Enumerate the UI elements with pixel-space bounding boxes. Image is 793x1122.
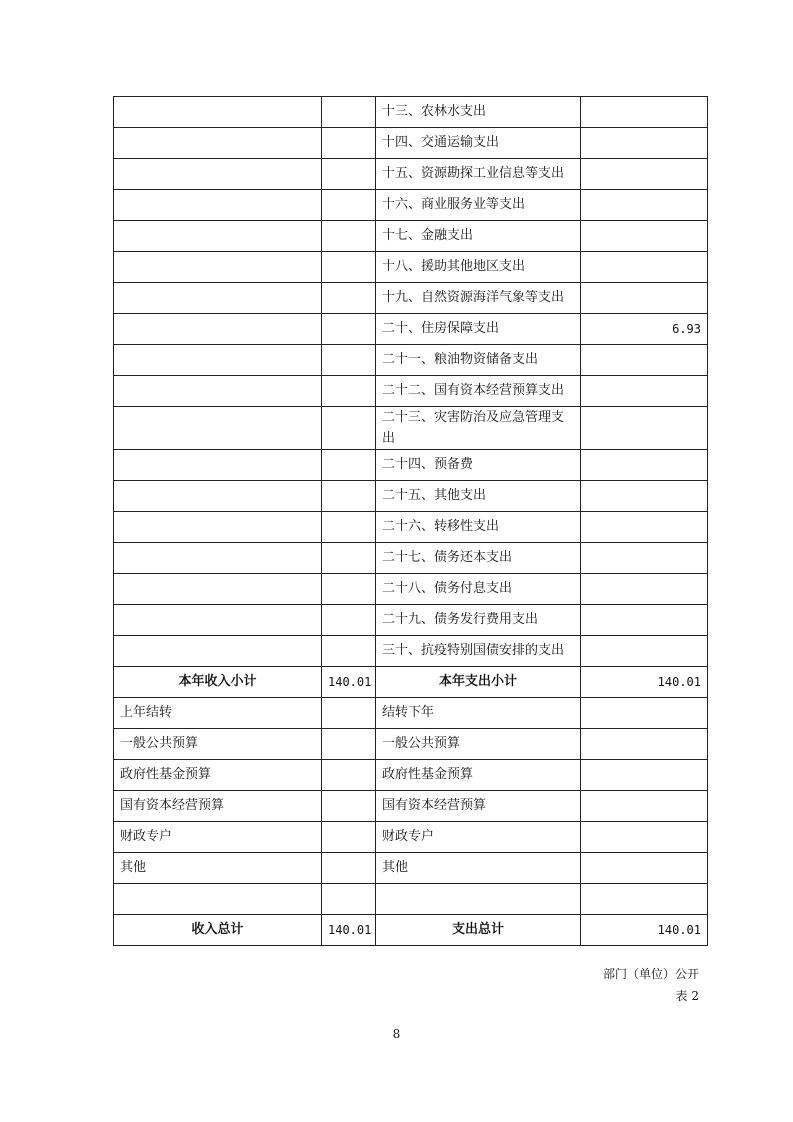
table-row xyxy=(114,345,708,376)
expense-item-value xyxy=(581,574,708,605)
expense-item-value xyxy=(581,159,708,190)
expense-item-value xyxy=(581,345,708,376)
page-number: 8 xyxy=(392,1027,401,1041)
income-value-cell xyxy=(322,97,376,128)
income-value-cell xyxy=(322,481,376,512)
income-item-cell xyxy=(114,605,322,636)
income-item-cell xyxy=(114,128,322,159)
table-row xyxy=(114,605,708,636)
income-item-cell xyxy=(114,543,322,574)
income-carry-item: 一般公共预算 xyxy=(114,729,322,760)
table-row xyxy=(114,190,708,221)
expense-item-value xyxy=(581,407,708,450)
income-item-cell xyxy=(114,481,322,512)
income-value-cell xyxy=(322,283,376,314)
income-value-cell xyxy=(322,128,376,159)
expense-carry-item: 一般公共预算 xyxy=(376,729,581,760)
income-value-cell xyxy=(322,314,376,345)
table-row xyxy=(114,252,708,283)
expense-item-label: 二十一、粮油物资储备支出 xyxy=(376,345,581,376)
income-carry-item: 财政专户 xyxy=(114,822,322,853)
expense-item-value xyxy=(581,252,708,283)
budget-table-body xyxy=(114,97,708,946)
expense-item-label: 二十、住房保障支出 xyxy=(376,314,581,345)
expense-item-label: 十八、援助其他地区支出 xyxy=(376,252,581,283)
expense-total-value: 140.01 xyxy=(581,915,708,946)
income-item-cell xyxy=(114,221,322,252)
table-row xyxy=(114,574,708,605)
table-row xyxy=(114,376,708,407)
expense-item-label: 二十二、国有资本经营预算支出 xyxy=(376,376,581,407)
expense-item-value: 6.93 xyxy=(581,314,708,345)
expense-carry-item-value xyxy=(581,760,708,791)
blank-cell xyxy=(322,884,376,915)
income-value-cell xyxy=(322,407,376,450)
income-carry-item: 国有资本经营预算 xyxy=(114,791,322,822)
expense-item-label: 二十三、灾害防治及应急管理支出 xyxy=(376,407,581,450)
table-row xyxy=(114,543,708,574)
table-row xyxy=(114,512,708,543)
income-total-label: 收入总计 xyxy=(114,915,322,946)
table-row xyxy=(114,159,708,190)
expense-item-label: 二十四、预备费 xyxy=(376,450,581,481)
income-item-cell xyxy=(114,574,322,605)
income-value-cell xyxy=(322,190,376,221)
income-value-cell xyxy=(322,543,376,574)
income-subtotal-value: 140.01 xyxy=(322,667,376,698)
income-item-cell xyxy=(114,345,322,376)
expense-carry-item: 政府性基金预算 xyxy=(376,760,581,791)
income-item-cell xyxy=(114,407,322,450)
expense-item-label: 二十七、债务还本支出 xyxy=(376,543,581,574)
income-carry-item-value xyxy=(322,729,376,760)
income-subtotal-label: 本年收入小计 xyxy=(114,667,322,698)
expense-carry-item-value xyxy=(581,853,708,884)
expense-item-value xyxy=(581,543,708,574)
table-row xyxy=(114,636,708,667)
expense-item-label: 二十六、转移性支出 xyxy=(376,512,581,543)
income-item-cell xyxy=(114,97,322,128)
table-row xyxy=(114,128,708,159)
table-row xyxy=(114,791,708,822)
income-value-cell xyxy=(322,252,376,283)
income-total-value: 140.01 xyxy=(322,915,376,946)
table-row xyxy=(114,729,708,760)
expense-carry-label: 结转下年 xyxy=(376,698,581,729)
table-row xyxy=(114,314,708,345)
table-row xyxy=(114,283,708,314)
income-item-cell xyxy=(114,376,322,407)
expense-subtotal-label: 本年支出小计 xyxy=(376,667,581,698)
income-carry-item-value xyxy=(322,791,376,822)
income-value-cell xyxy=(322,636,376,667)
expense-item-value xyxy=(581,481,708,512)
income-value-cell xyxy=(322,512,376,543)
table-row xyxy=(114,407,708,450)
carry-header-row xyxy=(114,698,708,729)
expense-item-value xyxy=(581,450,708,481)
table-row xyxy=(114,221,708,252)
income-item-cell xyxy=(114,512,322,543)
expense-carry-item-value xyxy=(581,791,708,822)
expense-item-value xyxy=(581,221,708,252)
expense-item-label: 二十五、其他支出 xyxy=(376,481,581,512)
expense-total-label: 支出总计 xyxy=(376,915,581,946)
expense-carry-item-value xyxy=(581,729,708,760)
income-item-cell xyxy=(114,159,322,190)
expense-item-value xyxy=(581,97,708,128)
income-carry-item-value xyxy=(322,760,376,791)
income-item-cell xyxy=(114,283,322,314)
income-item-cell xyxy=(114,252,322,283)
income-value-cell xyxy=(322,574,376,605)
income-value-cell xyxy=(322,221,376,252)
total-row xyxy=(114,915,708,946)
expense-item-label: 三十、抗疫特别国债安排的支出 xyxy=(376,636,581,667)
expense-item-value xyxy=(581,605,708,636)
income-item-cell xyxy=(114,314,322,345)
income-item-cell xyxy=(114,190,322,221)
expense-item-value xyxy=(581,376,708,407)
income-carry-label: 上年结转 xyxy=(114,698,322,729)
income-value-cell xyxy=(322,345,376,376)
table-row xyxy=(114,853,708,884)
expense-item-value xyxy=(581,190,708,221)
expense-item-label: 十三、农林水支出 xyxy=(376,97,581,128)
subtotal-row xyxy=(114,667,708,698)
expense-subtotal-value: 140.01 xyxy=(581,667,708,698)
table-number: 表 2 xyxy=(675,989,699,1003)
expense-item-label: 二十九、债务发行费用支出 xyxy=(376,605,581,636)
expense-item-label: 十九、自然资源海洋气象等支出 xyxy=(376,283,581,314)
expense-carry-item: 国有资本经营预算 xyxy=(376,791,581,822)
income-carry-item: 政府性基金预算 xyxy=(114,760,322,791)
expense-carry-item: 财政专户 xyxy=(376,822,581,853)
income-item-cell xyxy=(114,636,322,667)
blank-row xyxy=(114,884,708,915)
income-value-cell xyxy=(322,159,376,190)
table-row xyxy=(114,481,708,512)
expense-item-label: 二十八、债务付息支出 xyxy=(376,574,581,605)
expense-item-label: 十六、商业服务业等支出 xyxy=(376,190,581,221)
expense-item-label: 十五、资源勘探工业信息等支出 xyxy=(376,159,581,190)
table-row xyxy=(114,450,708,481)
income-value-cell xyxy=(322,450,376,481)
expense-item-label: 十四、交通运输支出 xyxy=(376,128,581,159)
expense-item-label: 十七、金融支出 xyxy=(376,221,581,252)
blank-cell xyxy=(376,884,581,915)
income-carry-item-value xyxy=(322,853,376,884)
expense-carry-item: 其他 xyxy=(376,853,581,884)
expense-item-value xyxy=(581,283,708,314)
disclosure-note: 部门（单位）公开 xyxy=(602,967,699,981)
expense-item-value xyxy=(581,128,708,159)
income-item-cell xyxy=(114,450,322,481)
blank-cell xyxy=(581,884,708,915)
table-row xyxy=(114,760,708,791)
income-carry-item-value xyxy=(322,822,376,853)
income-carry-item: 其他 xyxy=(114,853,322,884)
expense-item-value xyxy=(581,512,708,543)
income-carry-value xyxy=(322,698,376,729)
expense-item-value xyxy=(581,636,708,667)
income-value-cell xyxy=(322,605,376,636)
table-row xyxy=(114,822,708,853)
expense-carry-item-value xyxy=(581,822,708,853)
table-row xyxy=(114,97,708,128)
budget-summary-table xyxy=(113,96,708,946)
income-value-cell xyxy=(322,376,376,407)
blank-cell xyxy=(114,884,322,915)
expense-carry-value xyxy=(581,698,708,729)
